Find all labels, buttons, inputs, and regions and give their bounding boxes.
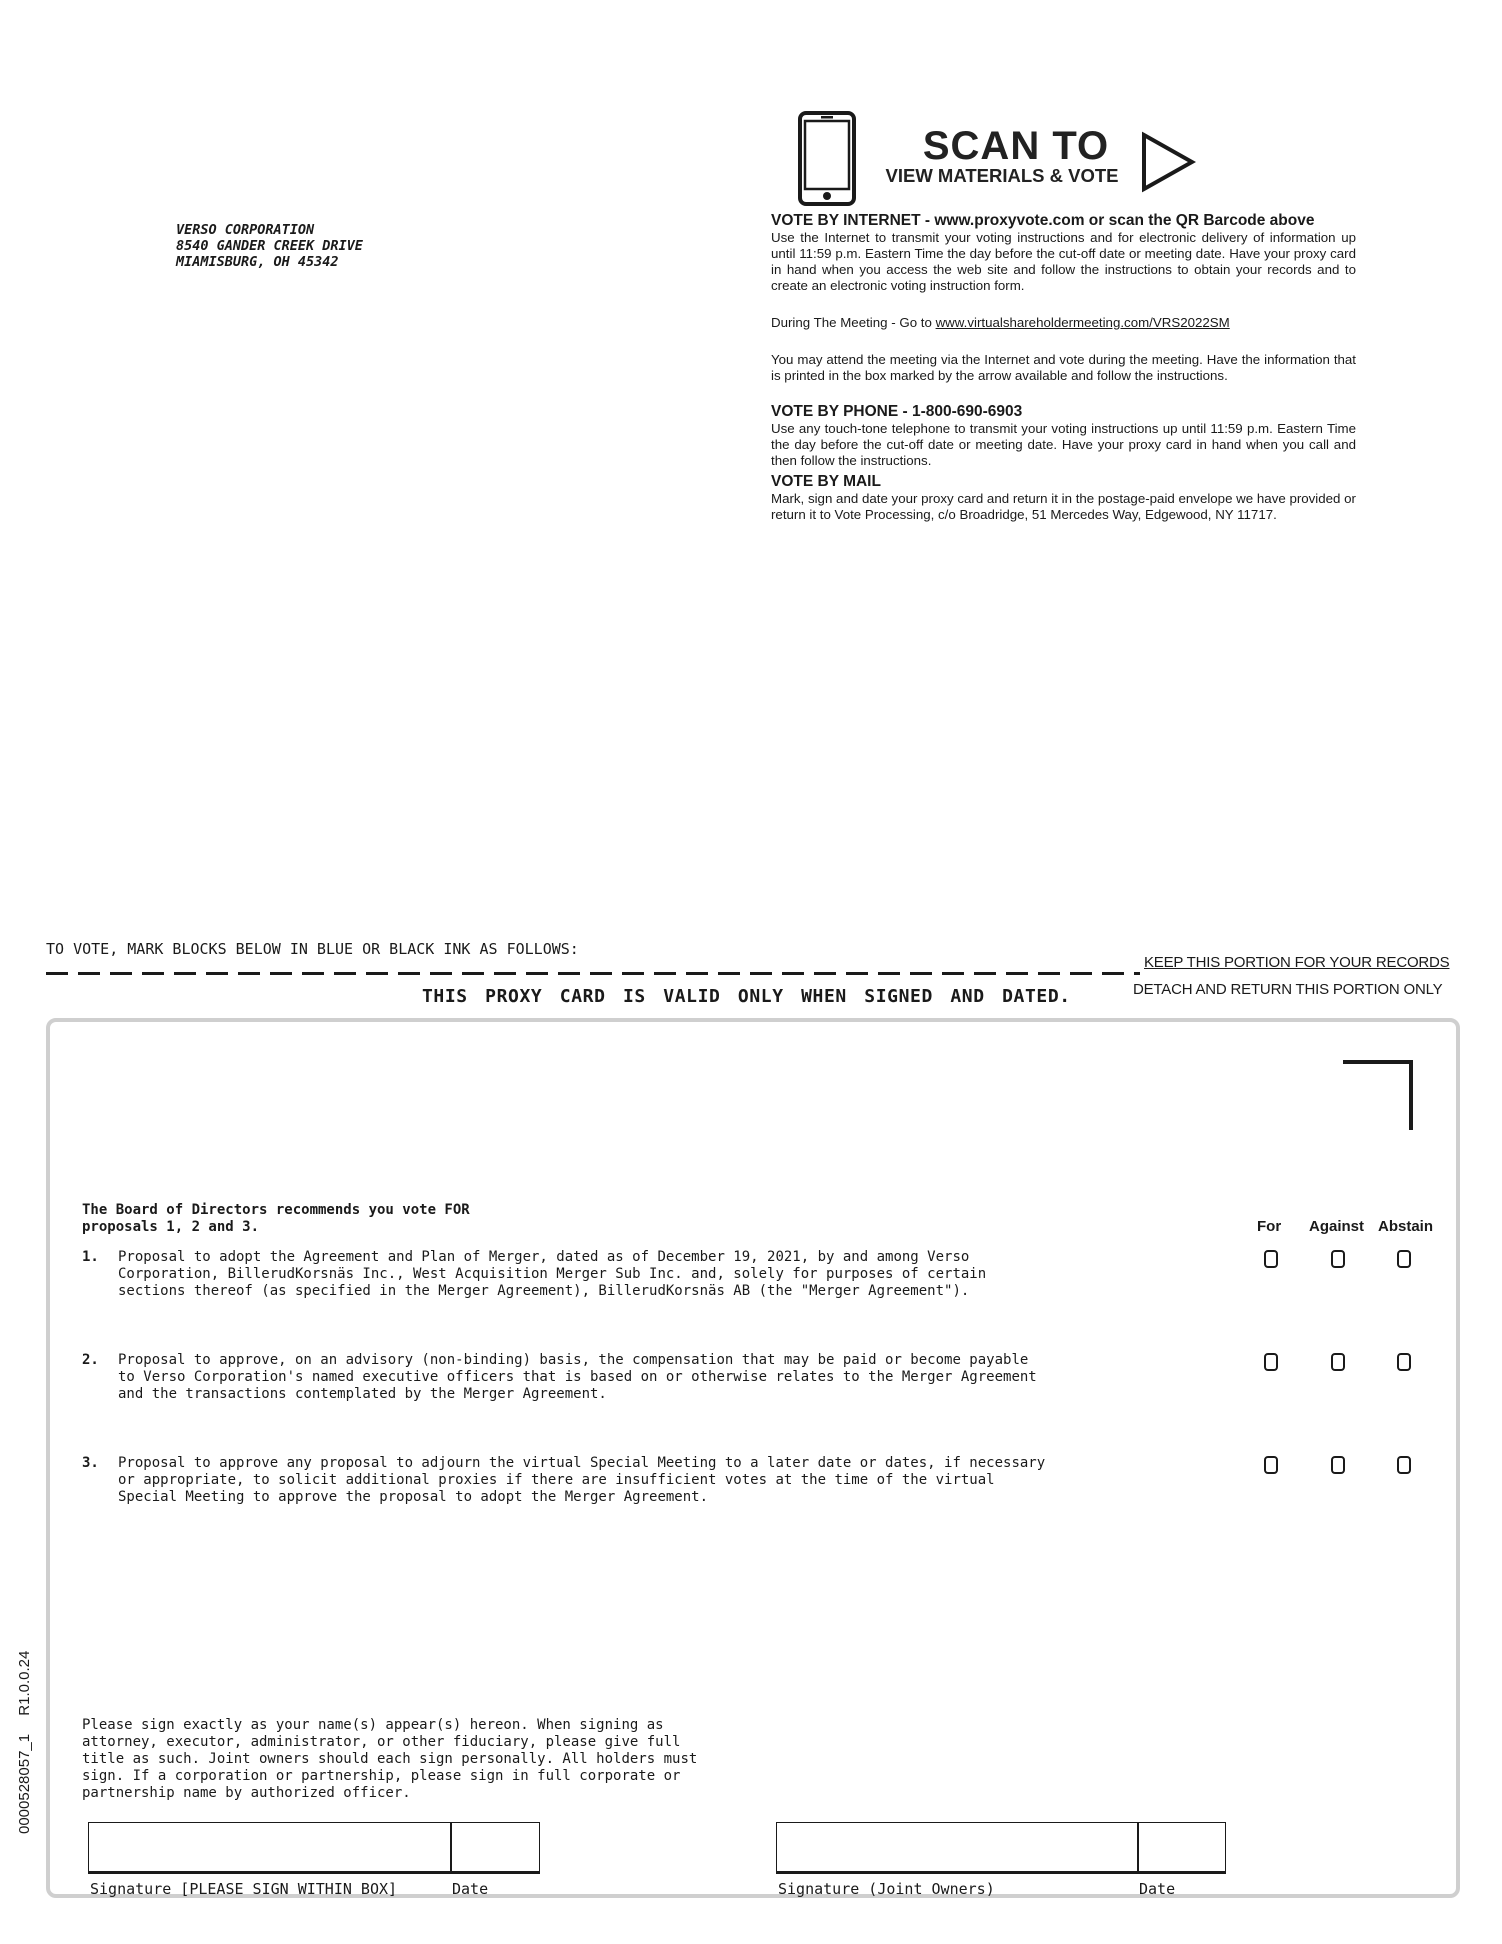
proposal-2-for-checkbox[interactable] — [1264, 1353, 1278, 1371]
proposal-3-against-checkbox[interactable] — [1331, 1456, 1345, 1474]
valid-notice: THIS PROXY CARD IS VALID ONLY WHEN SIGNED AND DATED. — [422, 986, 1071, 1007]
signature-box[interactable] — [88, 1822, 540, 1874]
board-line: The Board of Directors recommends you vote FOR — [82, 1202, 470, 1218]
proposal-2-against-checkbox[interactable] — [1331, 1353, 1345, 1371]
proposal-1-for-checkbox[interactable] — [1264, 1250, 1278, 1268]
perforation-line — [46, 972, 1140, 975]
signature-label: Signature [PLEASE SIGN WITHIN BOX] — [90, 1880, 398, 1898]
proposal-number: 2. — [82, 1352, 99, 1368]
internet-heading: VOTE BY INTERNET - www.proxyvote.com or scan the QR Barcode above — [771, 212, 1315, 229]
scan-subtitle: VIEW MATERIALS & VOTE — [885, 165, 1119, 186]
proposal-3-for-checkbox[interactable] — [1264, 1456, 1278, 1474]
proposal-3-abstain-checkbox[interactable] — [1397, 1456, 1411, 1474]
proposal-number: 1. — [82, 1249, 99, 1265]
proposal-1-abstain-checkbox[interactable] — [1397, 1250, 1411, 1268]
detach-portion-label: DETACH AND RETURN THIS PORTION ONLY — [1133, 981, 1443, 998]
mail-heading: VOTE BY MAIL — [771, 473, 881, 490]
return-address-line: VERSO CORPORATION — [176, 222, 315, 238]
board-recommendation — [82, 1202, 470, 1236]
meeting-line — [771, 315, 1356, 331]
column-against: Against — [1309, 1218, 1365, 1235]
mail-body: Mark, sign and date your proxy card and return it in the postage-paid envelope we have provided or return it to Vote Processing, c/o Broadridge, 51 Mercedes Way, Edgewood, NY 11717. — [771, 491, 1356, 522]
proposal-1-against-checkbox[interactable] — [1331, 1250, 1345, 1268]
scan-title: SCAN TO — [922, 124, 1110, 168]
meeting-prefix: During The Meeting - Go to — [771, 315, 936, 330]
proposal-text: Proposal to approve, on an advisory (non-binding) basis, the compensation that may be paid or become payable to Verso Corporation's named executive officers that is based on or otherwise relates to the Merger Agreement and the transactions contemplated by the Merger Agreement. — [118, 1352, 1037, 1402]
phone-body: Use any touch-tone telephone to transmit your voting instructions up until 11:59 p.m. Eastern Time the day before the cut-off date or meeting date. Have your proxy card in hand when you call and then follow the instructions. — [771, 421, 1356, 468]
phone-icon — [798, 111, 856, 206]
joint-signature-label: Signature (Joint Owners) — [778, 1880, 995, 1898]
meeting-link[interactable]: www.virtualshareholdermeeting.com/VRS2022SM — [935, 315, 1230, 330]
proposal-2-abstain-checkbox[interactable] — [1397, 1353, 1411, 1371]
column-for: For — [1257, 1218, 1282, 1235]
corner-mark — [1343, 1060, 1413, 1130]
joint-date-label: Date — [1139, 1880, 1176, 1898]
internet-body: Use the Internet to transmit your voting instructions and for electronic delivery of information up until 11:59 p.m. Eastern Time the day before the cut-off date or meeting date. Have your proxy card in hand when you access the web site and follow the instructions to obtain your records and to create an electronic voting instruction form. — [771, 230, 1356, 293]
board-line: proposals 1, 2 and 3. — [82, 1219, 260, 1235]
return-address-line: MIAMISBURG, OH 45342 — [176, 254, 339, 270]
to-vote-instruction: TO VOTE, MARK BLOCKS BELOW IN BLUE OR BLACK INK AS FOLLOWS: — [46, 940, 579, 958]
date-label: Date — [452, 1880, 489, 1898]
side-code: 0000528057_1 R1.0.0.24 — [16, 1650, 33, 1834]
proposal-text: Proposal to adopt the Agreement and Plan of Merger, dated as of December 19, 2021, by and among Verso Corporation, BillerudKorsnäs Inc., West Acquisition Merger Sub Inc. and, solely for purposes of certain sections thereof (as specified in the Merger Agreement), BillerudKorsnäs AB (the "Merger Agreement"). — [118, 1249, 987, 1299]
joint-signature-box[interactable] — [776, 1822, 1226, 1874]
return-address-line: 8540 GANDER CREEK DRIVE — [176, 238, 363, 254]
column-abstain: Abstain — [1378, 1218, 1434, 1235]
signing-instructions: Please sign exactly as your name(s) appear(s) hereon. When signing as attorney, executor, administrator, or other fiduciary, please give full title as such. Joint owners should each sign personally. All holders must sign. If a corporation or partnership, please sign in full corporate or partnership name by authorized officer. — [82, 1717, 698, 1801]
meeting-body: You may attend the meeting via the Internet and vote during the meeting. Have the information that is printed in the box marked by the arrow available and follow the instructions. — [771, 352, 1356, 383]
proposal-number: 3. — [82, 1455, 99, 1471]
signature-date-divider — [450, 1822, 452, 1874]
joint-signature-date-divider — [1137, 1822, 1139, 1874]
keep-portion-label: KEEP THIS PORTION FOR YOUR RECORDS — [1144, 954, 1450, 971]
play-arrow-icon — [1140, 131, 1196, 193]
proposal-text: Proposal to approve any proposal to adjourn the virtual Special Meeting to a later date or dates, if necessary or appropriate, to solicit additional proxies if there are insufficient votes at the time of the virtual Special Meeting to approve the proposal to adopt the Merger Agreement. — [118, 1455, 1046, 1505]
return-address — [176, 222, 363, 270]
phone-heading: VOTE BY PHONE - 1-800-690-6903 — [771, 403, 1023, 420]
